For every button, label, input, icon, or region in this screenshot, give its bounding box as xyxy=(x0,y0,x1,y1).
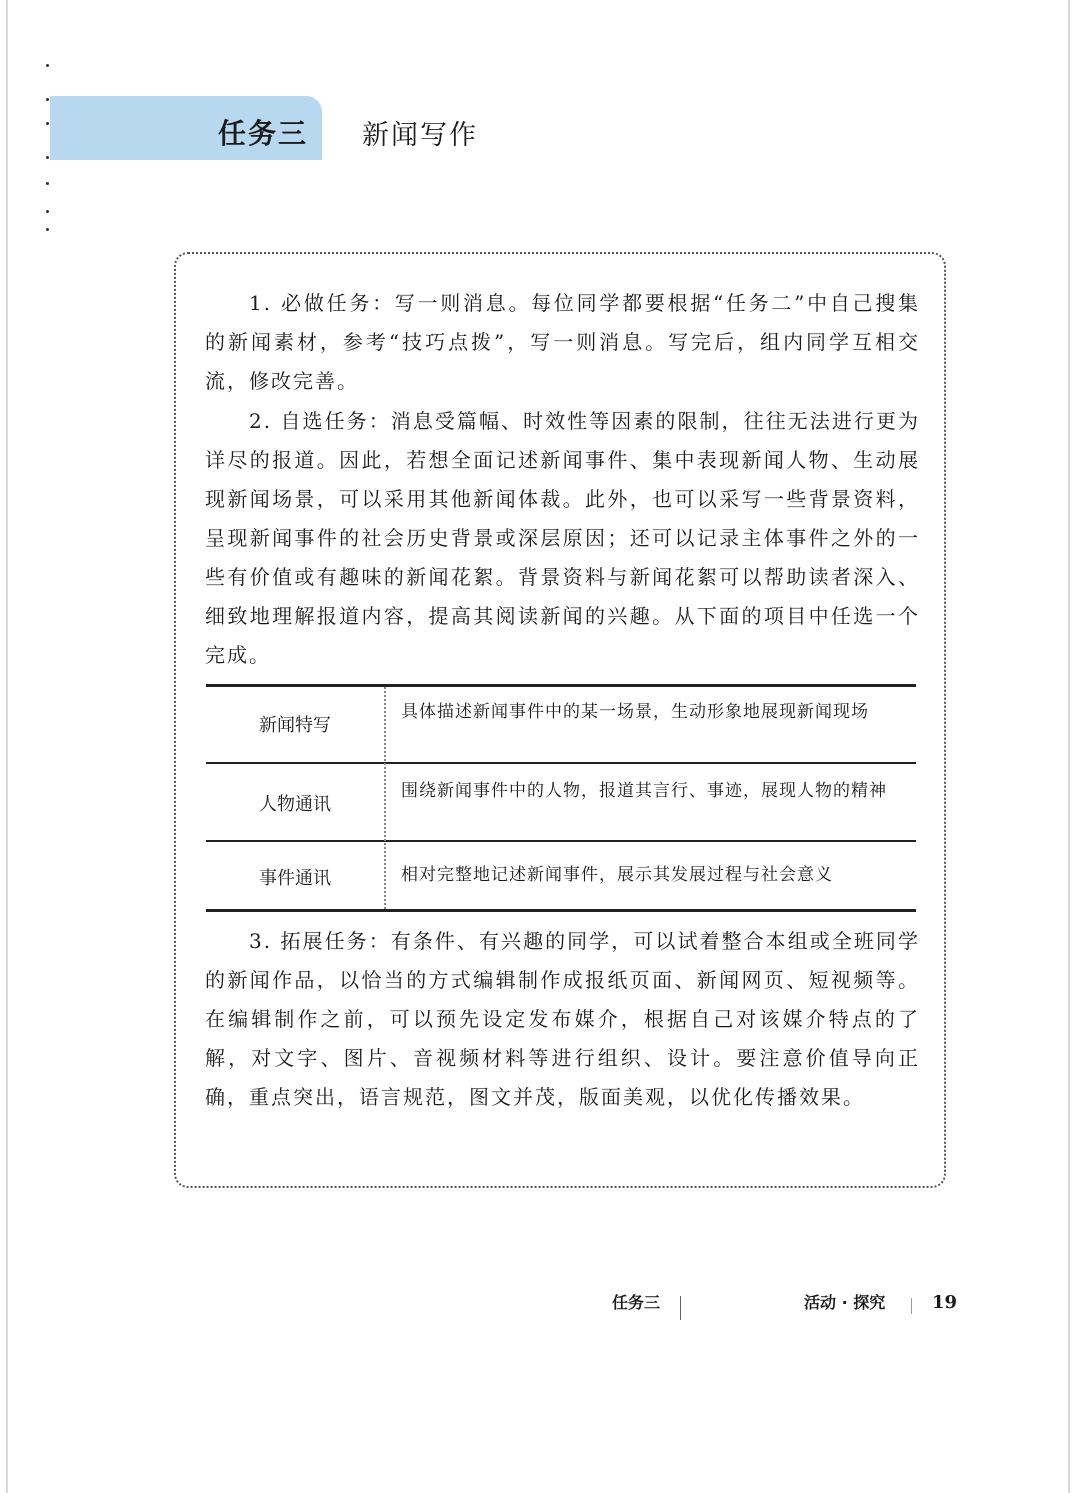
table-row xyxy=(206,762,916,840)
footer-task-label: 任务三 xyxy=(612,1293,661,1312)
table-row xyxy=(206,840,916,910)
table-row xyxy=(206,684,916,762)
genre-table xyxy=(206,684,916,912)
paragraph-optional-task: 2. 自选任务：消息受篇幅、时效性等因素的限制，往往无法进行更为详尽的报道。因此，若想全面记述新闻事件、集中表现新闻人物、生动展现新闻场景，可以采用其他新闻体裁。此外，也可以采写一些背景资料，呈现新闻事件的社会历史背景或深层原因；还可以记录主体事件之外的一些有价值或有趣味的新闻花絮。背景资料与新闻花絮可以帮助读者深入、细致地理解报道内容，提高其阅读新闻的兴趣。从下面的项目中任选一个完成。 xyxy=(205,409,920,667)
page-edge-right xyxy=(1068,0,1070,1493)
genre-name: 事件通讯 xyxy=(259,868,331,889)
task-title: 新闻写作 xyxy=(362,120,478,151)
page-number: 19 xyxy=(932,1292,958,1313)
genre-desc: 具体描述新闻事件中的某一场景，生动形象地展现新闻现场 xyxy=(401,702,869,722)
task-label: 任务三 xyxy=(218,117,309,150)
footer-divider xyxy=(911,1298,912,1314)
genre-name: 新闻特写 xyxy=(259,715,331,736)
genre-desc: 围绕新闻事件中的人物，报道其言行、事迹，展现人物的精神 xyxy=(401,781,887,801)
genre-name: 人物通讯 xyxy=(259,794,331,815)
page-edge-left xyxy=(6,0,8,1493)
paragraph-required-task: 1. 必做任务：写一则消息。每位同学都要根据“任务二”中自己搜集的新闻素材，参考“技巧点拨”，写一则消息。写完后，组内同学互相交流，修改完善。 xyxy=(205,291,920,393)
genre-desc: 相对完整地记述新闻事件，展示其发展过程与社会意义 xyxy=(401,865,833,885)
paragraph-extended-task: 3. 拓展任务：有条件、有兴趣的同学，可以试着整合本组或全班同学的新闻作品，以恰当的方式编辑制作成报纸页面、新闻网页、短视频等。在编辑制作之前，可以预先设定发布媒介，根据自己对该媒介特点的了解，对文字、图片、音视频材料等进行组织、设计。要注意价值导向正确，重点突出，语言规范，图文并茂，版面美观，以优化传播效果。 xyxy=(205,929,920,1109)
footer-divider xyxy=(680,1296,681,1320)
footer-section-label: 活动 · 探究 xyxy=(804,1293,886,1312)
